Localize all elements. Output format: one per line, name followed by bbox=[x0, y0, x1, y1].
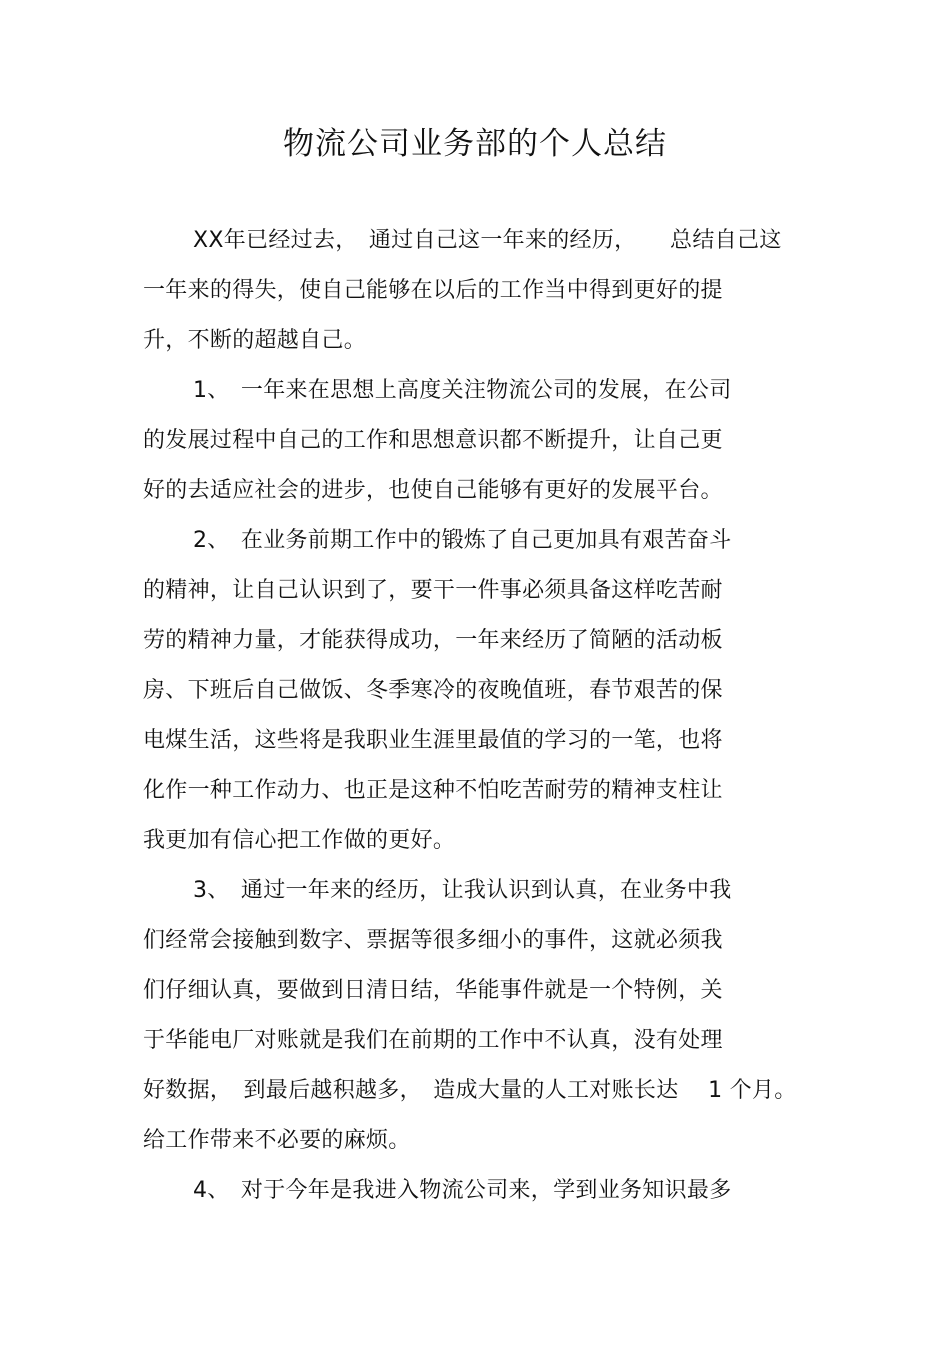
paragraph-line: 们仔细认真，要做到日清日结，华能事件就是一个特例，关 bbox=[143, 978, 723, 1003]
paragraph-line: 房、下班后自己做饭、冬季寒冷的夜晚值班，春节艰苦的保 bbox=[143, 678, 723, 703]
paragraph-line: 劳的精神力量，才能获得成功，一年来经历了简陋的活动板 bbox=[143, 628, 723, 653]
paragraph-line: 好数据， 到最后越积越多， 造成大量的人工对账长达 1 个月。 bbox=[143, 1078, 797, 1103]
paragraph-line: 于华能电厂对账就是我们在前期的工作中不认真，没有处理 bbox=[143, 1028, 723, 1053]
paragraph-line: 的发展过程中自己的工作和思想意识都不断提升，让自己更 bbox=[143, 428, 723, 453]
paragraph-line: 的精神，让自己认识到了，要干一件事必须具备这样吃苦耐 bbox=[143, 578, 723, 603]
paragraph-line: 给工作带来不必要的麻烦。 bbox=[143, 1128, 411, 1153]
paragraph-line: XX年已经过去， 通过自己这一年来的经历， 总结自己这 bbox=[193, 228, 782, 253]
paragraph-line: 电煤生活，这些将是我职业生涯里最值的学习的一笔，也将 bbox=[143, 728, 723, 753]
paragraph-line: 1、 一年来在思想上高度关注物流公司的发展，在公司 bbox=[193, 378, 732, 403]
paragraph-line: 们经常会接触到数字、票据等很多细小的事件，这就必须我 bbox=[143, 928, 723, 953]
paragraph-line: 我更加有信心把工作做的更好。 bbox=[143, 828, 456, 853]
paragraph-line: 3、 通过一年来的经历，让我认识到认真，在业务中我 bbox=[193, 878, 732, 903]
document-title: 物流公司业务部的个人总结 bbox=[283, 126, 667, 162]
paragraph-line: 升，不断的超越自己。 bbox=[143, 328, 367, 353]
paragraph-line: 化作一种工作动力、也正是这种不怕吃苦耐劳的精神支柱让 bbox=[143, 778, 723, 803]
paragraph-line: 好的去适应社会的进步，也使自己能够有更好的发展平台。 bbox=[143, 478, 723, 503]
paragraph-line: 一年来的得失，使自己能够在以后的工作当中得到更好的提 bbox=[143, 278, 723, 303]
paragraph-line: 4、 对于今年是我进入物流公司来，学到业务知识最多 bbox=[193, 1178, 732, 1203]
paragraph-line: 2、 在业务前期工作中的锻炼了自己更加具有艰苦奋斗 bbox=[193, 528, 732, 553]
